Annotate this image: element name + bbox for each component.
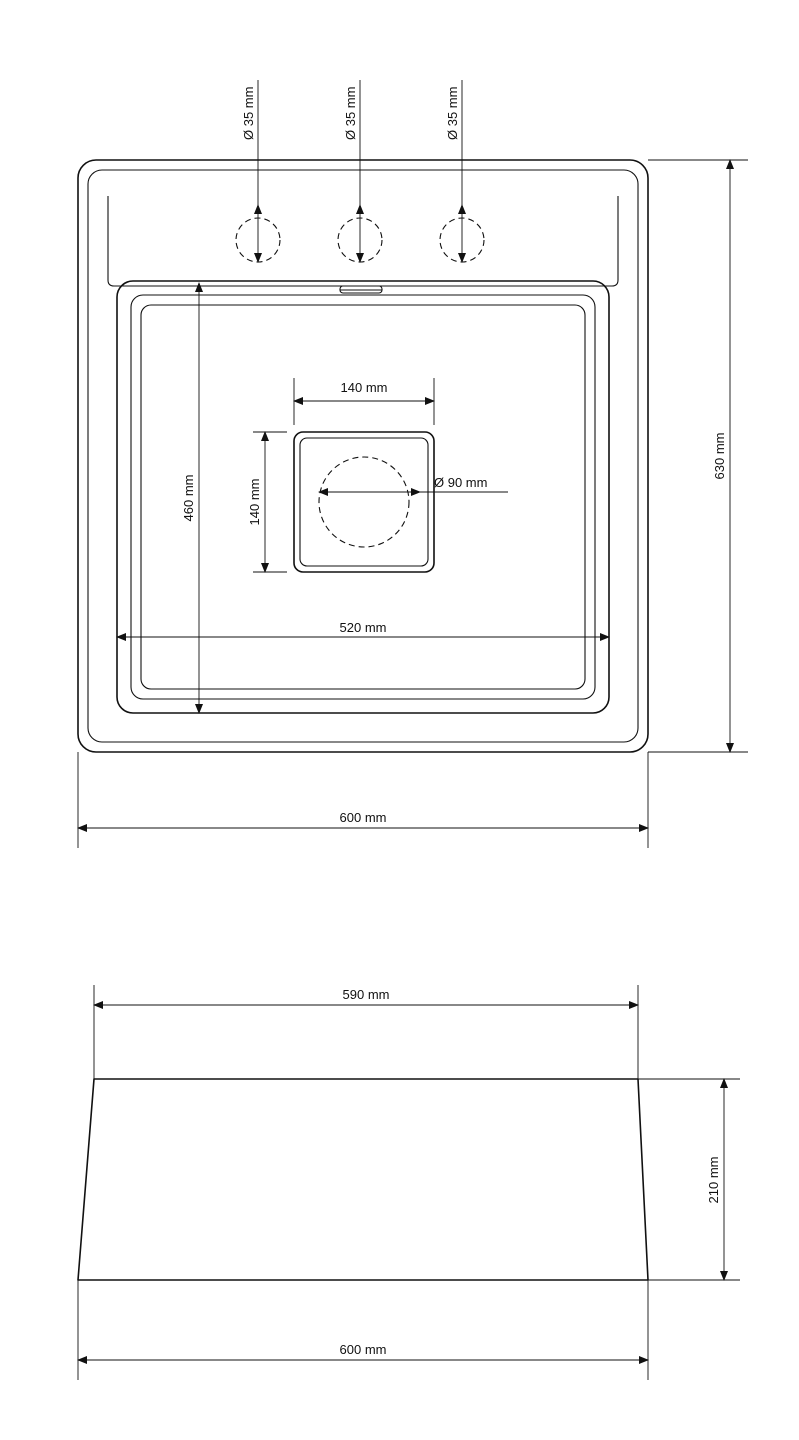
bowl-depth-label: 460 mm — [181, 474, 196, 522]
sink-front-outline — [78, 1079, 648, 1280]
front-top-width-label: 590 mm — [342, 987, 390, 1002]
sink-deck-edge — [108, 196, 618, 286]
drain-width-label: 140 mm — [340, 380, 388, 395]
overflow-slot — [340, 286, 382, 293]
tap-hole-2-label: Ø 35 mm — [343, 86, 358, 140]
sink-bowl-inner-outline — [131, 295, 595, 699]
sink-outer-inner-offset — [88, 170, 638, 742]
tap-hole-3-label: Ø 35 mm — [445, 86, 460, 140]
front-height-label: 210 mm — [706, 1156, 721, 1204]
drain-square-outline — [294, 432, 434, 572]
drain-hole-circle — [319, 457, 409, 547]
front-bottom-width-label: 600 mm — [339, 1342, 387, 1357]
overall-depth-label: 630 mm — [712, 432, 727, 480]
tap-hole-1-label: Ø 35 mm — [241, 86, 256, 140]
sink-outer-outline — [78, 160, 648, 752]
drain-hole-label: Ø 90 mm — [434, 475, 488, 490]
bowl-width-label: 520 mm — [339, 620, 387, 635]
overall-width-label: 600 mm — [339, 810, 387, 825]
drain-height-label: 140 mm — [247, 478, 262, 526]
top-view-group — [78, 80, 748, 848]
front-view-group — [78, 985, 740, 1380]
